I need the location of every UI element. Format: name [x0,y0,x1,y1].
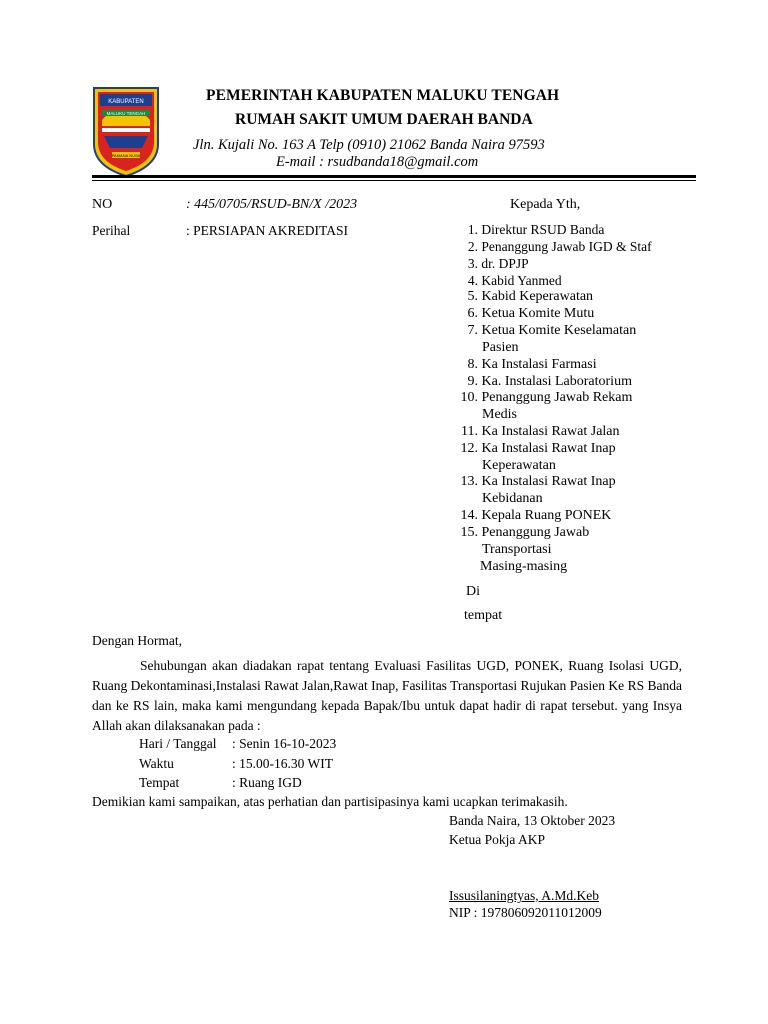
letterhead-government: PEMERINTAH KABUPATEN MALUKU TENGAH [206,87,560,104]
letterhead-rule-thin [92,180,696,181]
signature-name: Issusilaningtyas, A.Md.Keb [449,888,599,903]
list-item-continuation: Transportasi [482,542,552,557]
no-value: : 445/0705/RSUD-BN/X /2023 [186,197,358,212]
signature-nip: NIP : 197806092011012009 [449,905,602,920]
closing-text: Demikian kami sampaikan, atas perhatian dan partisipasinya kami ucapkan terimakasih. [92,794,568,809]
list-item: 14. Kepala Ruang PONEK [460,508,612,523]
letterhead-address: Jln. Kujali No. 163 A Telp (0910) 21062 Banda Naira 97593 [193,137,545,153]
letterhead-hospital: RUMAH SAKIT UMUM DAERAH BANDA [235,111,533,128]
logo-text-bottom: PAMANA NUSA [111,153,141,158]
list-item: 4. Kabid Yanmed [467,273,562,288]
list-item: 11. Ka Instalasi Rawat Jalan [461,424,620,439]
detail-label-place: Tempat [139,775,180,790]
list-item: 3. dr. DPJP [467,256,529,271]
list-item-continuation: Medis [482,407,517,422]
logo-text-top: KABUPATEN [108,99,144,105]
list-item-continuation: Kebidanan [482,491,543,506]
list-item: 2. Penanggung Jawab IGD & Staf [467,239,652,254]
letterhead-email: E-mail : rsudbanda18@gmail.com [276,154,479,170]
list-item-continuation: Pasien [482,340,519,355]
perihal-label: Perihal [92,223,131,238]
list-item: 9. Ka. Instalasi Laboratorium [467,374,632,389]
logo-text-mid: MALUKU TENGAH [106,111,146,116]
list-item: 15. Penanggung Jawab [460,525,590,540]
signature-place-date: Banda Naira, 13 Oktober 2023 [449,813,616,828]
letterhead-rule-thick [92,175,696,178]
list-item: 12. Ka Instalasi Rawat Inap [460,441,616,456]
list-item: 13. Ka Instalasi Rawat Inap [460,474,616,489]
regency-logo [92,86,160,178]
detail-value-time: : 15.00-16.30 WIT [232,756,333,771]
detail-label-time: Waktu [139,756,174,771]
detail-label-date: Hari / Tanggal [139,736,217,751]
tempat-label: tempat [464,608,503,623]
list-item: 5. Kabid Keperawatan [467,289,594,304]
detail-value-place: : Ruang IGD [232,775,302,790]
signature-position: Ketua Pokja AKP [449,832,545,847]
detail-value-date: : Senin 16-10-2023 [232,736,337,751]
di-label: Di [466,584,480,599]
list-item-continuation: Keperawatan [482,458,556,473]
no-label: NO [92,197,113,212]
list-item-continuation: Masing-masing [480,559,568,574]
perihal-value: : PERSIAPAN AKREDITASI [186,223,348,238]
list-item: 8. Ka Instalasi Farmasi [467,357,597,372]
list-item: 7. Ketua Komite Keselamatan [467,323,637,338]
body-paragraph: Sehubungan akan diadakan rapat tentang Evaluasi Fasilitas UGD, PONEK, Ruang Isolasi UGD, Ruang Dekontaminasi,Instalasi Rawat Jalan,Rawat Inap, Fasilitas Transportasi Rujukan Pasien Ke RS Banda dan ke RS lain, maka kami mengundang kepada Bapak/Ibu untuk dapat hadir di rapat tersebut. yang Insya Allah akan dilaksanakan pada : [92,658,682,733]
list-item: 10. Penanggung Jawab Rekam [460,390,633,405]
list-item: 1. Direktur RSUD Banda [467,222,605,237]
recipients-title: Kepada Yth, [510,197,581,212]
greeting: Dengan Hormat, [92,633,182,648]
list-item: 6. Ketua Komite Mutu [467,306,595,321]
